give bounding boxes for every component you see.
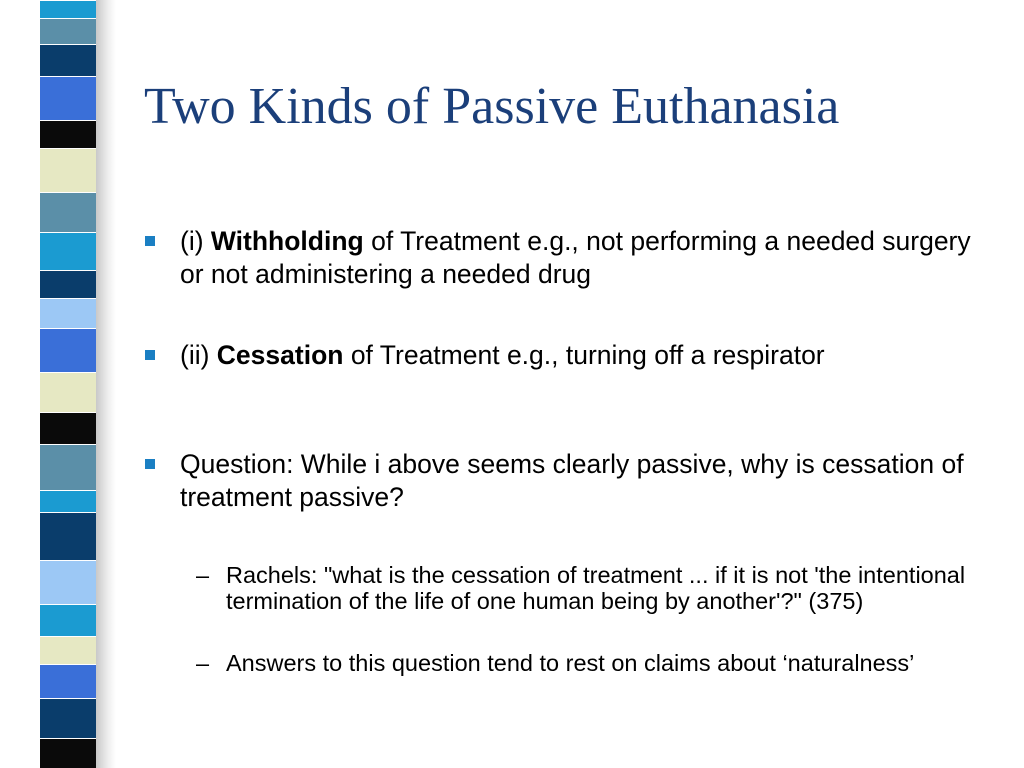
- stripe-segment: [40, 604, 96, 636]
- stripe-segment: [40, 192, 96, 232]
- stripe-segment: [40, 298, 96, 328]
- stripe-segment: [40, 76, 96, 120]
- stripe-segment: [40, 738, 96, 768]
- bullet-text: Question: While i above seems clearly passive, why is cessation of treatment passive?: [180, 449, 964, 512]
- bullet-text: of Treatment e.g., turning off a respirator: [343, 340, 825, 370]
- dash-bullet-icon: –: [196, 650, 210, 676]
- stripe-segment: [40, 512, 96, 560]
- stripe-segment: [40, 18, 96, 44]
- bullet-prefix: (i): [180, 226, 211, 256]
- stripe-segment: [40, 560, 96, 604]
- stripe-segment: [40, 698, 96, 738]
- stripe-segment: [40, 148, 96, 192]
- bullet-question: [180, 448, 990, 514]
- bullet-bold: Withholding: [210, 226, 364, 256]
- stripe-segment: [40, 120, 96, 148]
- sub-bullet-answers: [196, 650, 996, 676]
- stripe-segment: [40, 232, 96, 270]
- slide-title: Two Kinds of Passive Euthanasia: [144, 78, 840, 135]
- bullet-text: of Treatment e.g., not performing a needed surgery or not administering a needed drug: [180, 226, 971, 289]
- stripe-segment: [40, 444, 96, 490]
- bullet-cessation: [180, 339, 990, 372]
- square-bullet-icon: [145, 350, 155, 360]
- stripe-segment: [40, 0, 96, 18]
- stripe-segment: [40, 44, 96, 76]
- stripe-shadow: [96, 0, 116, 768]
- sub-bullet-text: Rachels: "what is the cessation of treatment ... if it is not 'the intentional termination of the life of one human being by another'?" (375): [226, 562, 966, 614]
- square-bullet-icon: [145, 236, 155, 246]
- sub-bullet-rachels: [196, 562, 996, 614]
- stripe-band: [0, 0, 96, 768]
- stripe-segment: [40, 490, 96, 512]
- sub-bullet-text: Answers to this question tend to rest on claims about ‘naturalness’: [226, 650, 915, 676]
- bullet-bold: Cessation: [216, 340, 344, 370]
- stripe-segment: [40, 270, 96, 298]
- stripe-segment: [40, 412, 96, 444]
- stripe-segment: [40, 664, 96, 698]
- square-bullet-icon: [145, 459, 155, 469]
- stripe-segment: [40, 328, 96, 372]
- bullet-prefix: (ii): [180, 340, 217, 370]
- stripe-segment: [40, 372, 96, 412]
- dash-bullet-icon: –: [196, 562, 210, 588]
- decorative-stripe: [0, 0, 116, 768]
- stripe-segment: [40, 636, 96, 664]
- bullet-withholding: [180, 225, 990, 291]
